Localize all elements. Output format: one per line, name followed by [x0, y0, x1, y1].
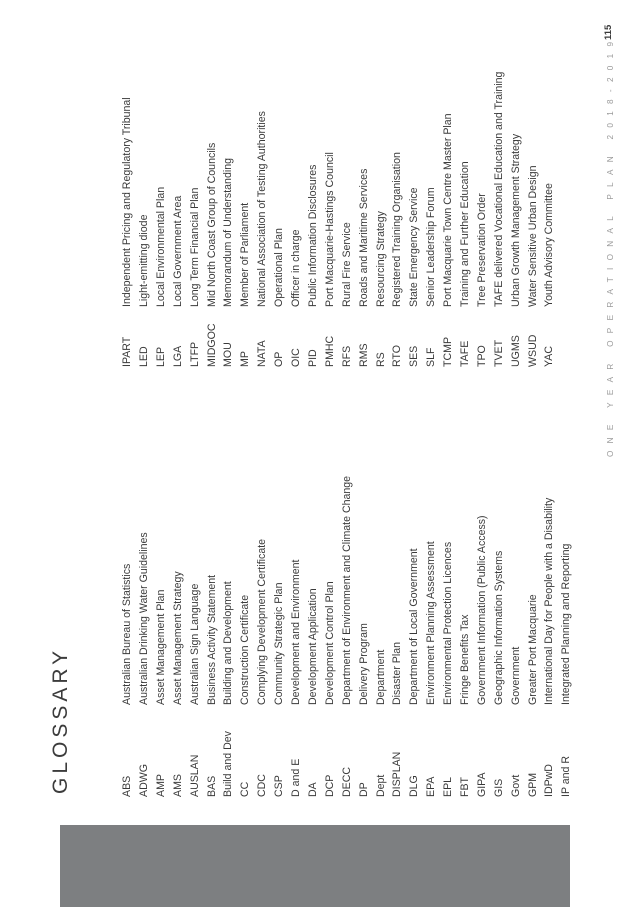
- glossary-definition: Long Term Financial Plan: [188, 187, 201, 307]
- glossary-abbreviation: FBT: [458, 776, 471, 797]
- glossary-entry: [541, 72, 558, 367]
- glossary-definition: Building and Development: [222, 581, 235, 705]
- glossary-definition: Construction Certificate: [239, 594, 252, 705]
- glossary-entry: [440, 476, 457, 797]
- glossary-definition: Complying Development Certificate: [256, 538, 269, 705]
- glossary-entry: [288, 72, 305, 367]
- glossary-entry: [474, 72, 491, 367]
- side-color-band: [60, 825, 570, 907]
- glossary-entry: [220, 476, 237, 797]
- glossary-abbreviation: LGA: [171, 345, 184, 367]
- glossary-definition: Business Activity Statement: [205, 574, 218, 705]
- glossary-definition: Memorandum of Understanding: [222, 158, 235, 307]
- glossary-definition: Officer in charge: [290, 229, 303, 307]
- glossary-definition: Training and Further Education: [458, 161, 471, 307]
- glossary-definition: Department of Local Government: [408, 548, 421, 705]
- glossary-abbreviation: GIPA: [475, 772, 488, 797]
- glossary-entry: [203, 72, 220, 367]
- glossary-abbreviation: Build and Dev: [222, 731, 235, 797]
- glossary-entry: [170, 476, 187, 797]
- glossary-definition: Registered Training Organisation: [391, 152, 404, 307]
- glossary-entry: [491, 476, 508, 797]
- glossary-abbreviation: AUSLAN: [188, 754, 201, 797]
- glossary-entry: [136, 72, 153, 367]
- glossary-entry: [322, 476, 339, 797]
- glossary-abbreviation: GIS: [492, 778, 505, 797]
- glossary-abbreviation: UGMS: [509, 335, 522, 367]
- glossary-entry: [119, 476, 136, 797]
- glossary-entry: [119, 72, 136, 367]
- glossary-definition: Development Application: [306, 588, 319, 705]
- glossary-entry: [305, 476, 322, 797]
- glossary-abbreviation: DISPLAN: [391, 751, 404, 797]
- glossary-abbreviation: BAS: [205, 775, 218, 797]
- glossary-abbreviation: CC: [239, 781, 252, 797]
- glossary-entry: [355, 476, 372, 797]
- glossary-entry: [339, 72, 356, 367]
- glossary-abbreviation: LTFP: [188, 341, 201, 367]
- glossary-definition: Local Environmental Plan: [154, 186, 167, 307]
- glossary-entry: [524, 476, 541, 797]
- glossary-definition: Light-emitting diode: [138, 214, 151, 307]
- glossary-entry: [237, 72, 254, 367]
- glossary-abbreviation: PMHC: [323, 335, 336, 367]
- glossary-abbreviation: CDC: [256, 774, 269, 797]
- glossary-definition: International Day for People with a Disability: [543, 497, 556, 705]
- glossary-entry: [355, 72, 372, 367]
- glossary-definition: Greater Port Macquarie: [526, 594, 539, 705]
- glossary-definition: Geographic Information Systems: [492, 550, 505, 705]
- glossary-entry: [406, 476, 423, 797]
- glossary-entry: [254, 72, 271, 367]
- glossary-definition: Fringe Benefits Tax: [458, 614, 471, 705]
- glossary-abbreviation: EPL: [442, 776, 455, 797]
- glossary-entry: [170, 72, 187, 367]
- glossary-abbreviation: AMP: [154, 774, 167, 797]
- glossary-abbreviation: ADWG: [138, 764, 151, 797]
- footer-document-title: ONE YEAR OPERATIONAL PLAN 2018-2019: [606, 34, 615, 457]
- glossary-abbreviation: SLF: [425, 347, 438, 367]
- glossary-entry: [440, 72, 457, 367]
- glossary-abbreviation: Govt: [509, 774, 522, 797]
- glossary-entry: [203, 476, 220, 797]
- glossary-definition: Tree Preservation Order: [475, 193, 488, 307]
- glossary-definition: Port Macquarie-Hastings Council: [323, 152, 336, 307]
- glossary-abbreviation: EPA: [425, 776, 438, 797]
- glossary-abbreviation: NATA: [256, 340, 269, 367]
- glossary-abbreviation: MOU: [222, 342, 235, 367]
- glossary-definition: Asset Management Plan: [154, 589, 167, 705]
- glossary-entry: [372, 72, 389, 367]
- glossary-entry: [558, 476, 575, 797]
- glossary-abbreviation: D and E: [290, 758, 303, 797]
- glossary-entry: [457, 476, 474, 797]
- glossary-entry: [389, 72, 406, 367]
- glossary-entry: [524, 72, 541, 367]
- glossary-entry: [271, 476, 288, 797]
- glossary-definition: State Emergency Service: [408, 187, 421, 307]
- glossary-definition: Water Sensitive Urban Design: [526, 165, 539, 307]
- glossary-definition: Development Control Plan: [323, 581, 336, 705]
- glossary-entry: [288, 476, 305, 797]
- glossary-abbreviation: OIC: [290, 348, 303, 367]
- glossary-definition: Department of Environment and Climate Change: [340, 475, 353, 705]
- glossary-definition: Resourcing Strategy: [374, 211, 387, 307]
- glossary-abbreviation: CSP: [273, 775, 286, 797]
- glossary-entry: [474, 476, 491, 797]
- glossary-definition: Operational Plan: [273, 228, 286, 307]
- glossary-entry: [322, 72, 339, 367]
- glossary-abbreviation: WSUD: [526, 334, 539, 367]
- glossary-definition: Development and Environment: [290, 559, 303, 705]
- glossary-abbreviation: RMS: [357, 343, 370, 367]
- glossary-definition: Public Information Disclosures: [306, 164, 319, 307]
- glossary-abbreviation: AMS: [171, 774, 184, 797]
- glossary-entry: [339, 476, 356, 797]
- glossary-entry: [423, 476, 440, 797]
- glossary-definition: Asset Management Strategy: [171, 571, 184, 705]
- glossary-definition: Roads and Maritime Services: [357, 168, 370, 307]
- glossary-abbreviation: PID: [306, 349, 319, 367]
- glossary-abbreviation: IDPwD: [543, 764, 556, 797]
- glossary-entry: [389, 476, 406, 797]
- glossary-definition: Australian Bureau of Statistics: [121, 563, 134, 705]
- glossary-column-left: [119, 476, 575, 797]
- glossary-abbreviation: RFS: [340, 345, 353, 367]
- glossary-abbreviation: ABS: [121, 775, 134, 797]
- glossary-definition: Government: [509, 646, 522, 705]
- glossary-definition: Disaster Plan: [391, 642, 404, 705]
- glossary-abbreviation: DECC: [340, 766, 353, 797]
- glossary-entry: [271, 72, 288, 367]
- glossary-abbreviation: IPART: [121, 336, 134, 367]
- glossary-column-right: [119, 72, 558, 367]
- glossary-abbreviation: TPO: [475, 345, 488, 367]
- glossary-definition: Integrated Planning and Reporting: [560, 543, 573, 705]
- glossary-definition: TAFE delivered Vocational Education and Training: [492, 71, 505, 307]
- glossary-abbreviation: RTO: [391, 345, 404, 367]
- page-title: GLOSSARY: [49, 646, 72, 794]
- glossary-entry: [153, 72, 170, 367]
- glossary-definition: Australian Drinking Water Guidelines: [138, 532, 151, 705]
- glossary-abbreviation: MP: [239, 351, 252, 367]
- glossary-abbreviation: LEP: [154, 346, 167, 367]
- glossary-definition: Local Government Area: [171, 195, 184, 307]
- glossary-entry: [220, 72, 237, 367]
- glossary-definition: Rural Fire Service: [340, 222, 353, 307]
- glossary-entry: [237, 476, 254, 797]
- glossary-definition: Port Macquarie Town Centre Master Plan: [442, 113, 455, 307]
- glossary-entry: [457, 72, 474, 367]
- glossary-abbreviation: SES: [408, 345, 421, 367]
- glossary-definition: Environment Planning Assessment: [425, 541, 438, 705]
- glossary-definition: Delivery Program: [357, 623, 370, 705]
- glossary-entry: [507, 476, 524, 797]
- glossary-entry: [406, 72, 423, 367]
- glossary-entry: [305, 72, 322, 367]
- glossary-definition: Urban Growth Management Strategy: [509, 133, 522, 307]
- glossary-abbreviation: DLG: [408, 775, 421, 797]
- glossary-abbreviation: GPM: [526, 772, 539, 797]
- glossary-entry: [423, 72, 440, 367]
- glossary-abbreviation: DCP: [323, 774, 336, 797]
- glossary-abbreviation: DA: [306, 782, 319, 797]
- glossary-entry: [372, 476, 389, 797]
- glossary-entry: [507, 72, 524, 367]
- glossary-definition: Youth Advisory Committee: [543, 183, 556, 307]
- glossary-definition: Independent Pricing and Regulatory Tribunal: [121, 97, 134, 307]
- glossary-entry: [153, 476, 170, 797]
- glossary-definition: Member of Parliament: [239, 202, 252, 307]
- glossary-entry: [541, 476, 558, 797]
- glossary-abbreviation: Dept: [374, 774, 387, 797]
- glossary-definition: Australian Sign Language: [188, 583, 201, 705]
- glossary-abbreviation: IP and R: [560, 755, 573, 797]
- glossary-definition: Government Information (Public Access): [475, 515, 488, 705]
- page-number: 115: [603, 24, 614, 40]
- glossary-definition: Environmental Protection Licences: [442, 541, 455, 705]
- glossary-entry: [254, 476, 271, 797]
- glossary-definition: Mid North Coast Group of Councils: [205, 142, 218, 307]
- glossary-entry: [136, 476, 153, 797]
- glossary-definition: Department: [374, 649, 387, 705]
- glossary-definition: Senior Leadership Forum: [425, 187, 438, 307]
- glossary-abbreviation: TVET: [492, 339, 505, 367]
- glossary-abbreviation: LED: [138, 346, 151, 367]
- glossary-abbreviation: DP: [357, 782, 370, 797]
- glossary-abbreviation: MIDGOC: [205, 323, 218, 367]
- glossary-abbreviation: TAFE: [458, 340, 471, 367]
- glossary-abbreviation: TCMP: [442, 336, 455, 367]
- glossary-definition: Community Strategic Plan: [273, 582, 286, 705]
- glossary-entry: [187, 476, 204, 797]
- glossary-definition: National Association of Testing Authorities: [256, 111, 269, 307]
- glossary-abbreviation: OP: [273, 351, 286, 367]
- glossary-abbreviation: YAC: [543, 346, 556, 367]
- glossary-entry: [491, 72, 508, 367]
- glossary-entry: [187, 72, 204, 367]
- glossary-abbreviation: RS: [374, 352, 387, 367]
